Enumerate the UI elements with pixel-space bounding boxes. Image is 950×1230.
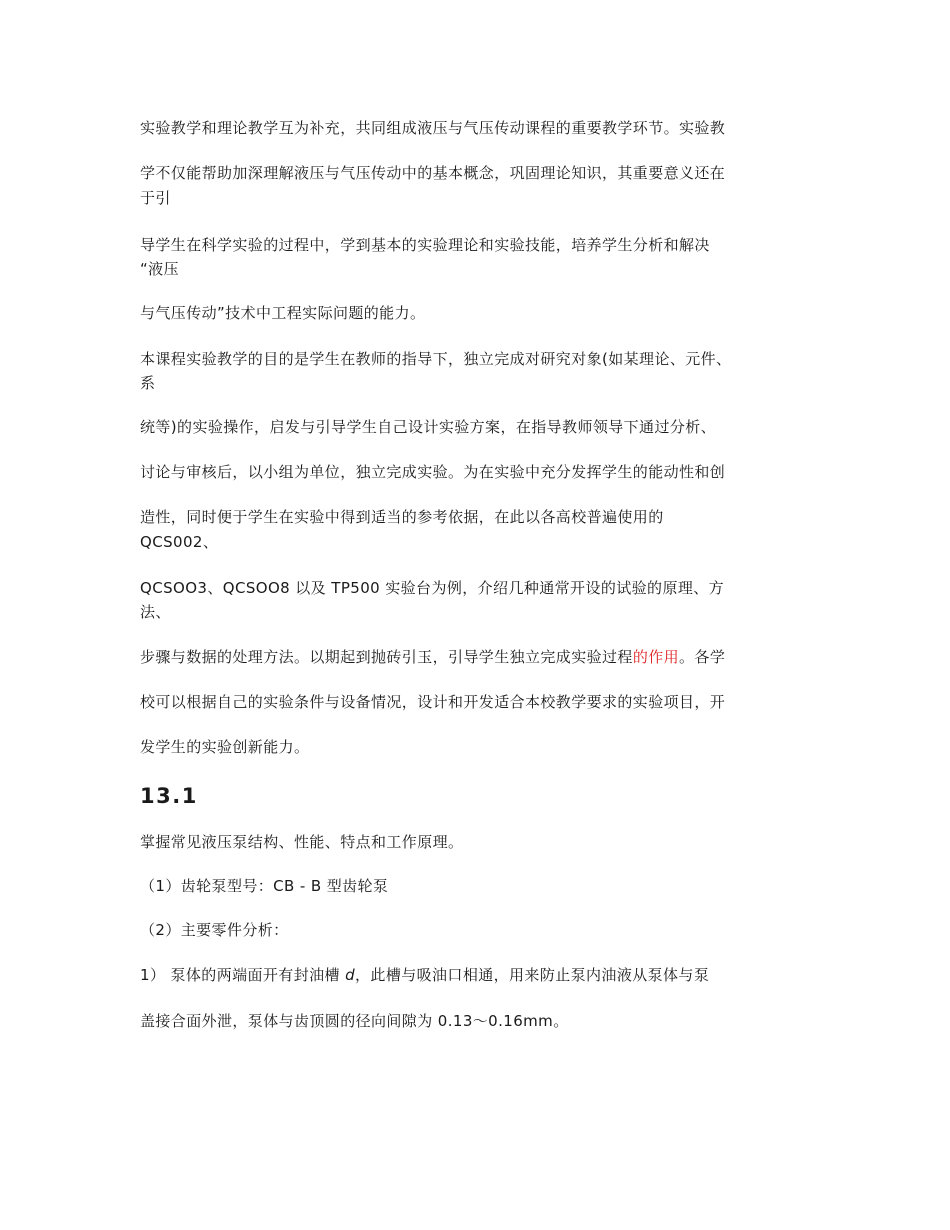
purpose-line-4b: QCS002、 — [140, 533, 219, 551]
purpose-line-1a: 本课程实验教学的目的是学生在教师的指导下，独立完成对研究对象(如某理论、元件、 — [140, 350, 732, 368]
purpose-line-8: 发学生的实验创新能力。 — [140, 738, 310, 756]
purpose-line-6-tail: 。各学 — [679, 648, 726, 666]
part-line-1-text: 1） 泵体的两端面开有封油槽 — [140, 966, 346, 984]
intro-line-3a: 导学生在科学实验的过程中，学到基本的实验理论和实验技能，培养学生分析和解决 — [140, 236, 710, 254]
variable-d: d — [345, 966, 356, 984]
intro-line-3b: “液压 — [140, 260, 179, 278]
purpose-line-3: 讨论与审核后，以小组为单位，独立完成实验。为在实验中充分发挥学生的能动性和创 — [140, 463, 726, 481]
purpose-line-5b: 法、 — [140, 603, 171, 621]
purpose-line-5a: QCSOO3、QCSOO8 以及 TP500 实验台为例，介绍几种通常开设的试验的原理、方 — [140, 579, 725, 597]
list-item-1: （1）齿轮泵型号：CB - B 型齿轮泵 — [140, 877, 389, 895]
intro-line-2b: 于引 — [140, 189, 171, 207]
purpose-line-6-text: 步骤与数据的处理方法。以期起到抛砖引玉，引导学生独立完成实验过程 — [140, 648, 633, 666]
purpose-line-1b: 系 — [140, 374, 156, 392]
purpose-line-2: 统等)的实验操作，启发与引导学生自己设计实验方案，在指导教师领导下通过分析、 — [140, 418, 717, 436]
part-line-2: 盖接合面外泄，泵体与齿顶圆的径向间隙为 0.13～0.16mm。 — [140, 1012, 569, 1030]
list-item-2: （2）主要零件分析： — [140, 921, 289, 939]
purpose-line-6 — [140, 648, 810, 666]
intro-line-1: 实验教学和理论教学互为补充，共同组成液压与气压传动课程的重要教学环节。实验教 — [140, 119, 726, 137]
part-line-1-tail: ，此槽与吸油口相通，用来防止泵内油液从泵体与泵 — [355, 966, 710, 984]
purpose-line-7: 校可以根据自己的实验条件与设备情况，设计和开发适合本校教学要求的实验项目，开 — [140, 693, 726, 711]
purpose-line-4a: 造性，同时便于学生在实验中得到适当的参考依据，在此以各高校普遍使用的 — [140, 508, 664, 526]
part-line-1 — [140, 966, 810, 984]
intro-line-2a: 学不仅能帮助加深理解液压与气压传动中的基本概念，巩固理论知识，其重要意义还在 — [140, 164, 726, 182]
section-objective: 掌握常见液压泵结构、性能、特点和工作原理。 — [140, 833, 464, 851]
section-heading: 13.1 — [140, 784, 198, 808]
highlighted-text: 的作用 — [632, 648, 680, 666]
intro-line-4: 与气压传动”技术中工程实际问题的能力。 — [140, 304, 426, 322]
